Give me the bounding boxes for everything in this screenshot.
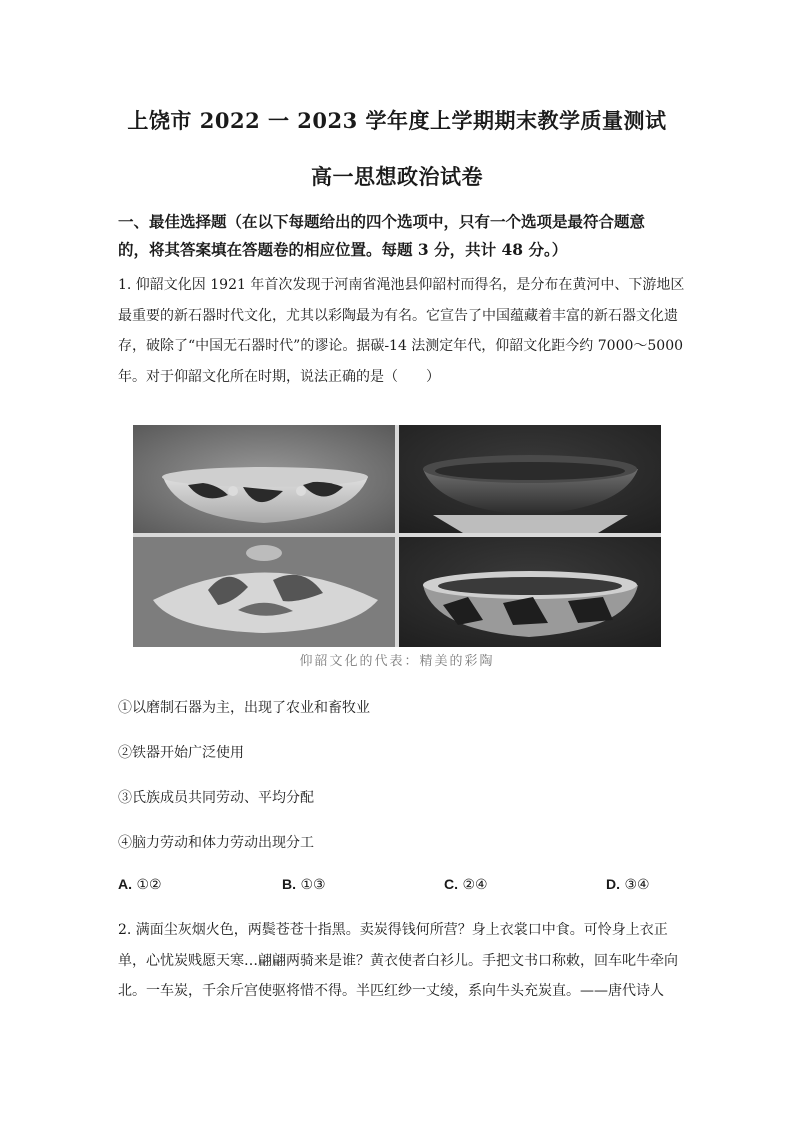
question-2-stem [118,915,686,1007]
question-line: 最重要的新石器时代文化，尤其以彩陶最为有名。它宣告了中国蕴藏着丰富的新石器文化遗 [118,307,678,324]
statement-2: ②铁器开始广泛使用 [118,745,244,761]
photo-painted-basin [399,537,661,647]
choice-c[interactable] [444,876,488,893]
choice-letter: B. [282,876,296,892]
choice-text: ②④ [462,877,488,893]
choice-d[interactable] [606,876,650,893]
choice-letter: D. [606,876,620,892]
choice-b[interactable] [282,876,326,893]
choice-text: ③④ [624,877,650,893]
choice-text: ①③ [300,877,326,893]
photo-bowl-2 [399,425,661,533]
choice-letter: A. [118,876,132,892]
exam-title: 上饶市 2022 一 2023 学年度上学期期末教学质量测试 [127,108,667,133]
pottery-figure [133,425,661,647]
statement-4: ④脑力劳动和体力劳动出现分工 [118,835,314,851]
section-heading [118,208,686,264]
choice-letter: C. [444,876,458,892]
photo-lidded-jar [133,537,395,647]
choice-text: ①② [136,877,162,893]
question-line: 存，破除了“中国无石器时代”的谬论。据碳-14 法测定年代，仰韶文化距今约 7000～5000 [118,338,684,354]
question-1-stem [118,270,686,392]
section-heading-line: 的，将其答案填在答题卷的相应位置。每题 3 分，共计 48 分。） [118,240,568,259]
pottery-photos [133,425,661,647]
question-line: 北。一车炭，千余斤宫使驱将惜不得。半匹红纱一丈绫，系向牛头充炭直。——唐代诗人 [118,983,664,999]
figure-caption: 仰韶文化的代表：精美的彩陶 [299,654,495,669]
question-line: 1. 仰韶文化因 1921 年首次发现于河南省渑池县仰韶村而得名，是分布在黄河中、下游地区 [118,277,685,293]
question-line: 单，心忧炭贱愿天寒…翩翩两骑来是谁？黄衣使者白衫儿。手把文书口称敕，回车叱牛牵向 [118,952,678,969]
photo-bowl-1 [133,425,395,533]
question-line: 年。对于仰韶文化所在时期，说法正确的是（ ） [118,368,440,385]
statement-3: ③氏族成员共同劳动、平均分配 [118,790,314,806]
section-heading-line: 一、最佳选择题（在以下每题给出的四个选项中，只有一个选项是最符合题意 [118,212,646,231]
choice-a[interactable] [118,876,162,893]
statement-1: ①以磨制石器为主，出现了农业和畜牧业 [118,700,370,716]
exam-subtitle: 高一思想政治试卷 [311,164,483,189]
question-line: 2. 满面尘灰烟火色，两鬓苍苍十指黑。卖炭得钱何所营？身上衣裳口中食。可怜身上衣正 [118,922,668,938]
